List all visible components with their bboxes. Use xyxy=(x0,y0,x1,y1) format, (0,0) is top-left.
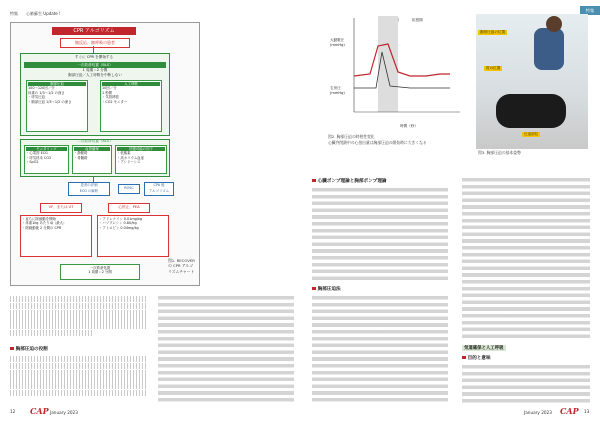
person-head xyxy=(546,16,562,32)
cycle-line: 1 周期＝2 分間 xyxy=(88,270,112,275)
ventilation-line: ・CO2 モニター xyxy=(102,99,128,104)
reversible-line: ・低酸素 xyxy=(117,151,131,156)
compression-line: ・胸部圧迫 1/3～1/2 の深さ xyxy=(28,99,72,104)
cycle-line: 一次救命処置 xyxy=(89,266,111,270)
ecg-box: 患者の評価 ECG の解釈 xyxy=(68,182,110,196)
vf-vt-box: VF、または VT xyxy=(40,203,82,213)
chart-label-diastole: 拡張期 xyxy=(412,18,423,22)
right-col1-para xyxy=(312,188,448,280)
reversible-title: 回復可能の因子 xyxy=(117,147,165,151)
pressure-chart xyxy=(330,16,464,124)
footer-right-brand: CAP xyxy=(560,406,579,416)
section-airway-purpose: 目的と意味 xyxy=(462,355,491,361)
dog-silhouette xyxy=(496,94,566,128)
bls-no-interrupt: 胸部圧迫／人工呼吸を中断しない xyxy=(68,73,122,77)
header-category: 特集 xyxy=(10,11,18,16)
asystole-line: ・アドレナリン 0.01mg/kg xyxy=(99,217,143,221)
monitoring-line: ・心電図 ECG xyxy=(26,151,48,156)
footer-left-page: 12 xyxy=(10,409,16,414)
access-line: ・骨髄路 xyxy=(74,155,88,160)
chart-xlabel: 時間（秒） xyxy=(400,124,418,128)
vf-line: ・除細動後 2 分間の CPR xyxy=(22,225,62,230)
photo-label-2: 肘の位置 xyxy=(486,66,501,70)
footer-right-date: January 2023 xyxy=(524,410,552,415)
reversible-line: ・アシドーシス xyxy=(117,160,141,165)
ventilation-line: 1 秒間 xyxy=(102,90,113,95)
right-col2-para2 xyxy=(462,365,590,405)
photo-label-3: 圧迫部位 xyxy=(524,132,539,136)
figure1-caption: 図1. RECOVER の CPR アルゴリズムチャート xyxy=(168,258,195,274)
left-col1-para xyxy=(10,296,146,340)
aortic-pressure-line xyxy=(354,44,450,76)
footer-left-date: January 2023 xyxy=(50,410,78,415)
arrow-1 xyxy=(93,46,94,53)
figure2-caption: 図2. 胸部圧迫の時相性変化 xyxy=(328,134,375,139)
access-box xyxy=(72,145,112,174)
asystole-line: ・アトロピン 0.04mg/kg xyxy=(99,225,139,230)
section-compression-role: 胸部圧迫の役割 xyxy=(10,346,48,352)
reversible-line: ・高カリウム血症 xyxy=(117,155,145,160)
monitoring-title: モニタリング xyxy=(26,147,67,151)
ventilation-line: 10回／分 xyxy=(102,86,117,91)
chart-ylabel: 大動脈圧 (mmHg) xyxy=(330,38,345,48)
right-col2-para xyxy=(462,178,590,340)
person-silhouette xyxy=(534,28,564,70)
cpr-photo xyxy=(476,14,588,149)
right-atrial-pressure-line xyxy=(354,52,450,88)
start-cpr-text: すぐに CPR を開始する xyxy=(74,55,114,59)
compression-line: ・呼気圧迫 xyxy=(28,95,45,100)
access-line: ・静脈路 xyxy=(74,151,88,156)
figure2-caption-line: 心臓弁閉鎖中の心拍出量は胸部圧迫の開始時に大きくなる xyxy=(328,140,427,145)
figure3-caption: 図3. 胸部圧迫の基本姿勢 xyxy=(478,150,521,155)
left-col2-para xyxy=(158,296,294,404)
compression-title: 胸部圧迫 xyxy=(28,82,86,86)
footer-right-page: 13 xyxy=(584,409,590,414)
unresponsive-box: 無反応、無呼吸の患者 xyxy=(60,38,130,48)
rosc-box: ROSC xyxy=(118,184,140,194)
header-title: 心肺蘇生 Update ! xyxy=(26,11,61,16)
bls-title: 一次救命処置（BLS） xyxy=(24,62,166,68)
asystole-treatment-box xyxy=(97,215,169,257)
ventilation-title: 人工呼吸 xyxy=(102,82,160,86)
vf-line: ・体重1kg あたり4J（最大） xyxy=(22,221,67,226)
footer-left-brand: CAP xyxy=(30,406,49,416)
cycle-box xyxy=(60,264,140,280)
compression-line: 体重の 1/3～1/2 の深さ xyxy=(28,90,65,95)
flowchart-title: CPR アルゴリズム xyxy=(52,27,136,35)
compression-box xyxy=(26,80,88,132)
ventilation-box xyxy=(100,80,162,132)
photo-label-1: 胸骨圧迫の位置 xyxy=(480,30,506,34)
monitoring-line: ・呼気終末 CO2 xyxy=(26,155,52,160)
right-col1-para2 xyxy=(312,296,448,404)
compression-line: 100～120回／分 xyxy=(28,86,55,91)
chart-ylabel2: 右房圧 (mmHg) xyxy=(330,86,345,96)
access-title: 血管確保 xyxy=(74,147,110,151)
section-pump-theory: 心臓ポンプ理論と胸部ポンプ理論 xyxy=(312,178,387,184)
asystole-box: 心停止、PEA xyxy=(108,203,150,213)
asystole-line: ・バソプレシン 0.8U/kg xyxy=(99,221,137,226)
als-title: 二次救命処置（ALS） xyxy=(77,139,113,143)
monitoring-line: ・SpO2 xyxy=(26,160,39,165)
vf-treatment-box xyxy=(20,215,92,257)
left-col1-para2 xyxy=(10,356,146,404)
post-cpa-box: CPA 後 アルゴリズム xyxy=(144,182,174,196)
section-compression-method: 胸部圧迫法 xyxy=(312,286,341,292)
ventilation-line: ・気管挿管 xyxy=(102,95,119,100)
section-tab: 特集 xyxy=(580,6,600,15)
section-airway: 気道確保と人工呼吸 xyxy=(464,346,504,351)
reversible-box xyxy=(115,145,167,174)
bls-cycle: 1 周期＝2 分間 xyxy=(82,68,108,72)
vf-line: ・直ちに除細動を開始 xyxy=(22,217,56,221)
monitoring-box xyxy=(24,145,69,174)
